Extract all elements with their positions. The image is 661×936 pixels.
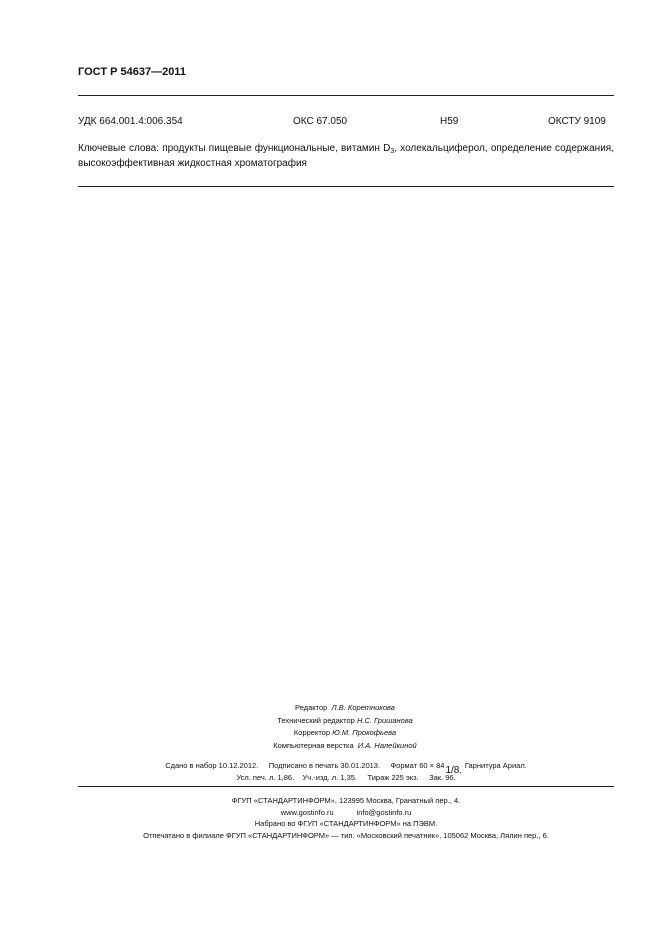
editor-name: Л.В. Коретникова bbox=[331, 703, 395, 712]
order-number: Зак. 96. bbox=[429, 773, 456, 782]
tech-editor-label: Технический редактор bbox=[277, 715, 355, 725]
okstu-code: ОКСТУ 9109 bbox=[548, 116, 606, 127]
oks-code: ОКС 67.050 bbox=[293, 116, 348, 127]
publisher-address: ФГУП «СТАНДАРТИНФОРМ», 123995 Москва, Гранатный пер., 4. bbox=[231, 796, 461, 805]
circulation: Тираж 225 экз. bbox=[367, 773, 419, 782]
signed-date: Подписано в печать 30.01.2013. bbox=[268, 761, 381, 770]
print-info-line-2 bbox=[80, 773, 612, 782]
publisher-block bbox=[80, 795, 612, 841]
imprint-divider bbox=[78, 786, 614, 787]
publisher-contacts bbox=[80, 807, 612, 819]
print-info-line-1 bbox=[80, 761, 612, 776]
publishing-sheets: Уч.-изд. л. 1,35. bbox=[302, 773, 358, 782]
corrector-line bbox=[230, 727, 460, 740]
font-info: Гарнитура Ариал. bbox=[464, 761, 527, 770]
keywords-text-end: , холекальциферол, определение содержания, высокоэффективная жидкостная хроматография bbox=[78, 143, 614, 169]
editor-label: Редактор bbox=[295, 703, 328, 712]
publisher-email[interactable]: info@gostinfo.ru bbox=[356, 807, 412, 817]
document-code: ГОСТ Р 54637—2011 bbox=[78, 66, 186, 78]
corrector-name: Ю.М. Прокофьева bbox=[332, 728, 397, 738]
tech-editor-line bbox=[230, 715, 460, 728]
typeset-note: Набрано во ФГУП «СТАНДАРТИНФОРМ» на ПЭВМ. bbox=[254, 819, 438, 828]
top-divider bbox=[78, 95, 614, 96]
credits-block bbox=[230, 702, 460, 753]
submitted-date: Сдано в набор 10.12.2012. bbox=[165, 761, 259, 770]
layout-label: Компьютерная верстка bbox=[273, 741, 354, 751]
print-sheets: Усл. печ. л. 1,86. bbox=[236, 773, 295, 782]
editor-line bbox=[230, 702, 460, 715]
publisher-website[interactable]: www.gostinfo.ru bbox=[280, 807, 334, 817]
corrector-label: Корректор bbox=[293, 728, 331, 738]
layout-name: И.А. Налейкиной bbox=[357, 741, 417, 751]
layout-line bbox=[230, 740, 460, 753]
tech-editor-name: Н.С. Гришанова bbox=[356, 715, 413, 725]
keywords-paragraph bbox=[78, 141, 614, 171]
format-value: Формат 60 × 84 bbox=[390, 761, 445, 770]
keywords-divider bbox=[78, 186, 614, 187]
keywords-text-start: Ключевые слова: продукты пищевые функциональные, витамин D bbox=[78, 143, 391, 154]
printed-note: Отпечатано в филиале ФГУП «СТАНДАРТИНФОРМ» — тип. «Московский печатник», 105062 Москва, Лялин пер., 6. bbox=[143, 830, 549, 840]
format-fraction-text: 1/8. bbox=[445, 765, 463, 776]
udk-code: УДК 664.001.4:006.354 bbox=[78, 116, 183, 127]
group-code: Н59 bbox=[440, 116, 459, 127]
keywords-subscript: 3 bbox=[390, 148, 395, 155]
